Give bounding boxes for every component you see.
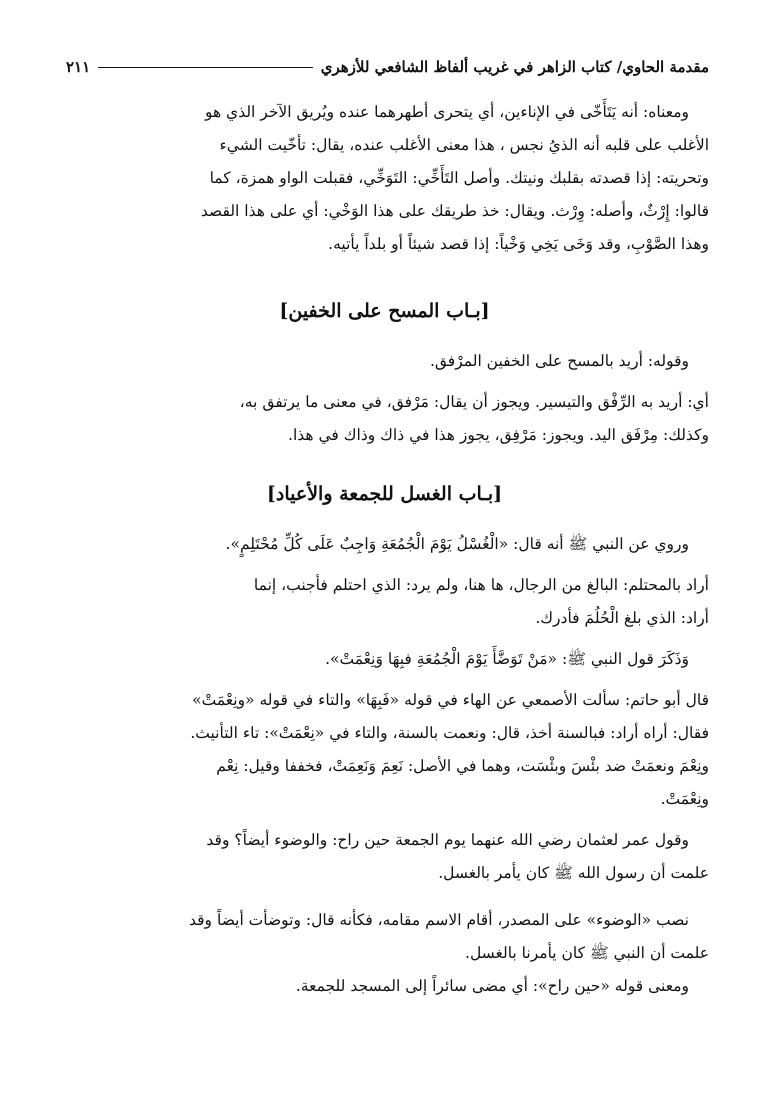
text-line: علمت أن النبي ﷺ كان يأمرنا بالغسل. — [465, 944, 709, 962]
masah-paragraph: وقوله: أريد بالمسح على الخفين المرْفق. — [429, 352, 689, 370]
text-line: علمت أن رسول الله ﷺ كان يأمر بالغسل. — [438, 864, 709, 882]
text-line: وهذا الصَّوْبِ، وقد وَخَى يَخِي وَخْياً: إذا قصد شيئاً أو بلداً يأتيه. — [328, 235, 709, 253]
text-line: أي: أريد به الرِّفْق والتيسير. ويجوز أن يقال: مَرْفق، في معنى ما يرتفق به، — [239, 393, 709, 411]
text-line: ومعناه: أنه يَتَأَخّى في الإناءين، أي يتحرى أطهرهما عنده ويُريق الآخر الذي هو — [204, 103, 689, 121]
hadith-wudu: وَذَكَرَ قول النبي ﷺ: «مَنْ تَوَضَّأَ يَوْمَ الْجُمُعَةِ فبِهَا وَنِعْمَتْ». — [325, 650, 689, 668]
chapter-heading-ghusl: [بـاب الغسل للجمعة والأعياد] — [266, 483, 503, 505]
running-head — [66, 56, 709, 78]
explanation-muhtalim — [60, 569, 709, 635]
running-head-rule — [98, 67, 313, 68]
nasb-paragraph — [60, 904, 709, 970]
final-line: ومعنى قوله «حين راح»: أي مضى سائراً إلى المسجد للجمعة. — [295, 977, 689, 995]
text-line: ونِعْمَ ونعمَتْ ضد بئْسَ وبئْسَت، وهما في الأصل: نَعِمَ وَنَعِمَتْ، فخففا وقيل: نِعْم — [216, 757, 709, 775]
text-line: قال أبو حاتم: سألت الأصمعي عن الهاء في قوله «فَبِهَا» والتاء في قوله «ونِعْمَتْ» — [192, 691, 709, 709]
text-line: قالوا: إِرْثٌ، وأصله: وِرْث. ويقال: خذ طريقك على هذا الوَخْي: أي على هذا القصد — [200, 202, 709, 220]
hadith-ghusl: وروي عن النبي ﷺ أنه قال: «الْغُسْلُ يَوْمَ الْجُمُعَةِ وَاجِبٌ عَلَى كُلِّ مُحْتَلِمٍ». — [225, 535, 689, 553]
text-line: الأغلب على قلبه أنه الذيُ نجس ، هذا معنى الأغلب عنده، يقال: تأخّيت الشيء — [219, 136, 709, 154]
text-line: أراد: الذي بلغ الْحُلُمَ فأدرك. — [535, 609, 709, 627]
running-head-title: مقدمة الحاوي/ كتاب الزاهر في غريب ألفاظ الشافعي للأزهري — [320, 58, 709, 76]
text-line: وتحريته: إذا قصدته بقلبك ونيتك. وأصل التَأَخِّي: التَوَخِّي، فقبلت الواو همزة، كما — [209, 169, 709, 187]
text-line: ونِعْمَتْ. — [660, 790, 709, 808]
abu-hatim-paragraph — [60, 684, 709, 816]
text-line: وكذلك: مِرْفَق اليد. ويجوز: مَرْفِق، يجوز هذا في ذاك وذاك في هذا. — [288, 426, 709, 444]
text-line: فقال: أراه أراد: فبالسنة أخذ، قال: ونعمت بالسنة، والتاء في «نِعْمَتْ»: تاء التأنيث. — [190, 724, 709, 742]
chapter-heading-masah: [بـاب المسح على الخفين] — [279, 300, 490, 322]
masah-explanation — [60, 386, 709, 452]
text-line: أراد بالمحتلم: البالغ من الرجال، ها هنا، ولم يرد: الذي احتلم فأجنب، إنما — [253, 576, 709, 594]
intro-paragraph — [60, 96, 709, 261]
umar-paragraph — [60, 824, 709, 890]
text-line: وقول عمر لعثمان رضي الله عنهما يوم الجمعة حين راح: والوضوء أيضاً؟ وقد — [206, 831, 689, 849]
page-number: ٢١١ — [66, 58, 91, 76]
body-text — [60, 96, 709, 1003]
text-line: نصب «الوضوء» على المصدر، أقام الاسم مقامه، فكأنه قال: وتوضأت أيضاً وقد — [189, 911, 689, 929]
